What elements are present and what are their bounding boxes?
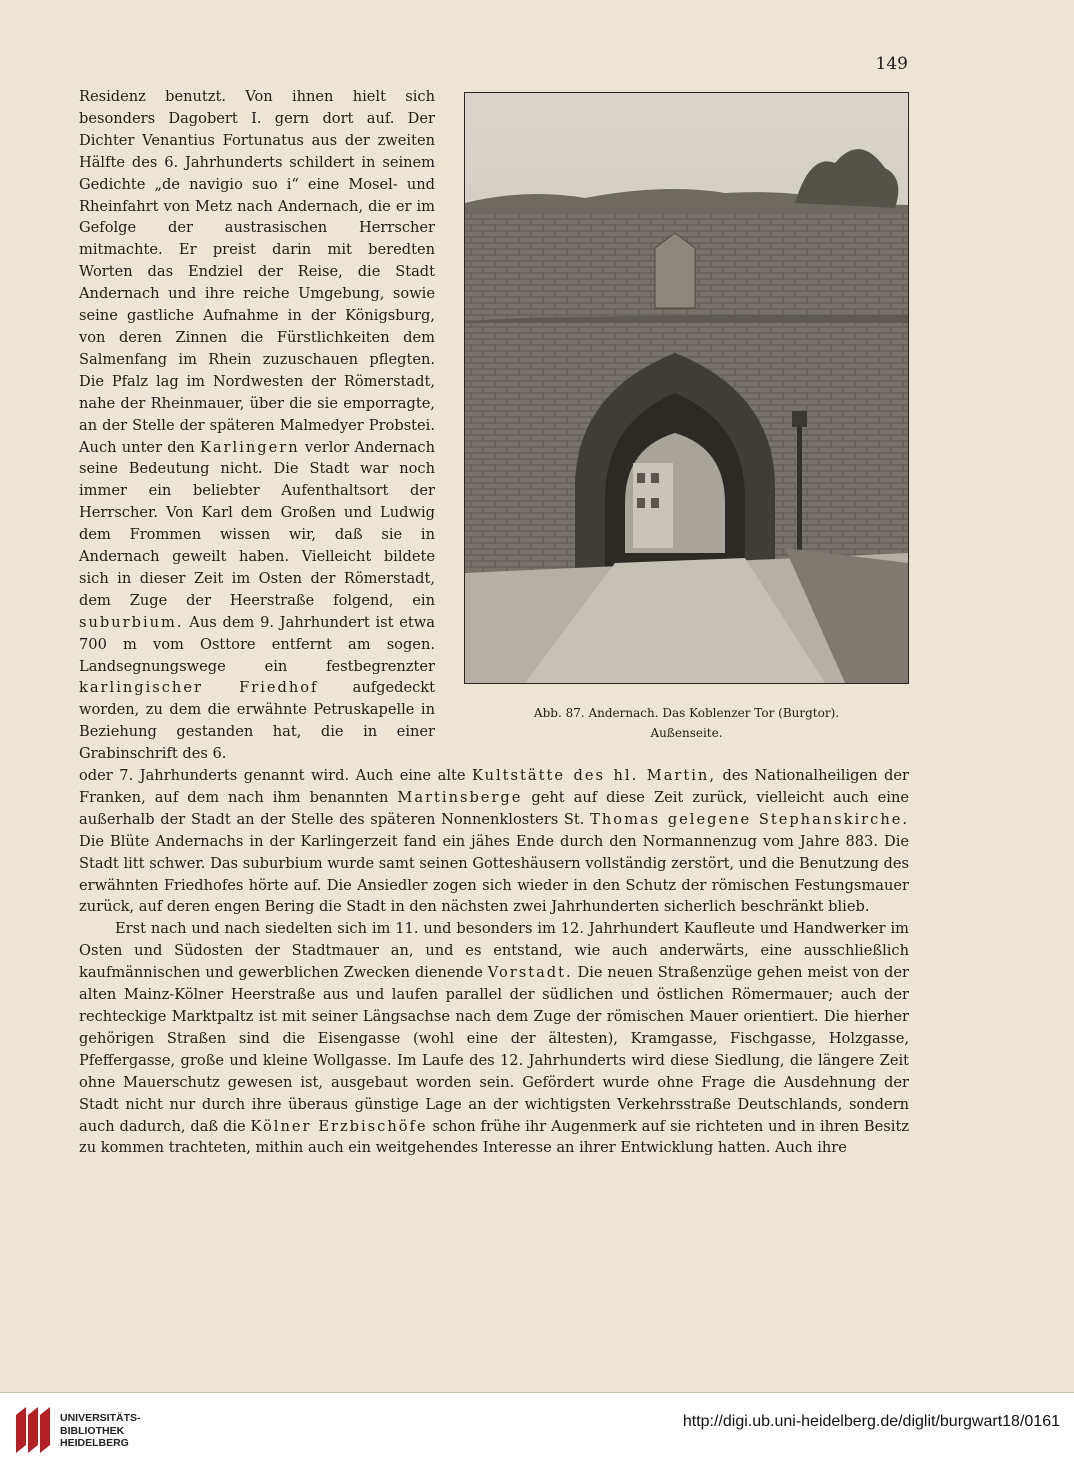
caption-line-title: Abb. 87. Andernach. Das Koblenzer Tor (Burgtor). [533, 706, 840, 720]
emphasis-kultstaette: Kultstätte des hl. Martin, [472, 767, 716, 784]
emphasis-friedhof: karlingischer Friedhof [79, 679, 319, 697]
text-run: Aus dem 9. Jahrhundert ist etwa 700 m vom Osttore entfernt am sogen. Landsegnungswege ein festbegrenzter [79, 613, 435, 675]
emphasis-vorstadt: Vorstadt. [487, 964, 573, 982]
full-width-text [79, 765, 909, 1159]
text-run: Erst nach und nach siedelten sich im 11. und besonders im 12. Jahrhundert Kaufleute und Handwerker im Osten und Südosten der Stadtmauer an, und es entstand, wie auch anderwärts, eine ausschließlich kaufmännischen und gewerblichen Zwecken dienende [79, 920, 909, 982]
gate-photo-illustration [465, 93, 908, 683]
text-run: Residenz benutzt. Von ihnen hielt sich besonders Dagobert I. gern dort auf. Der Dichter Venantius Fortunatus aus der zweiten Hälfte des 6. Jahrhunderts schildert in seinem Gedichte „de navigio suo i“ eine Mosel- und Rheinfahrt von Metz nach Andernach, die er im Gefolge der austrasischen Herrscher mitmachte. Er preist darin mit beredten Worten das Endziel der Reise, die Stadt Andernach und ihre reiche Umgebung, sowie seine gastliche Aufnahme in der Königsburg, von deren Zinnen die Fürstlichkeiten dem Salmenfang im Rhein zuzuschauen pflegten. Die Pfalz lag im Nordwesten der Römerstadt, nahe der Rheinmauer, über die sie emporragte, an der Stelle der späteren Malmedyer Probstei. Auch unter den [79, 88, 435, 456]
library-name-line: UNIVERSITÄTS- [60, 1412, 141, 1424]
emphasis-stephanskirche: Thomas gelegene Stephanskirche. [590, 810, 909, 828]
figure-caption [464, 703, 909, 743]
source-url-link[interactable]: http://digi.ub.uni-heidelberg.de/diglit/burgwart18/0161 [682, 1413, 1060, 1430]
footer-bar [0, 1393, 1074, 1472]
text-run: oder 7. Jahrhunderts genannt wird. Auch eine alte [79, 767, 466, 784]
page-number: 149 [875, 54, 908, 74]
emphasis-erzbischoefe: Kölner Erzbischöfe [250, 1117, 428, 1135]
text-run: Die neuen Straßenzüge gehen meist von der alten Mainz-Kölner Heerstraße aus und laufen parallel der südlichen und östlichen Römermauer; auch der rechteckige Marktpaltz ist mit seiner Längsachse nach dem Zuge der römischen Mauer orientiert. Die hierher gehörigen Straßen sind die Eisengasse (wohl eine der ältesten), Kramgasse, Fischgasse, Holzgasse, Pfeffergasse, große und kleine Wollgasse. Im Laufe des 12. Jahrhunderts wird diese Siedlung, die längere Zeit ohne Mauerschutz gewesen ist, ausgebaut worden sein. Gefördert wurde ohne Frage die Ausdehnung der Stadt nicht nur durch ihre überaus günstige Lage an der wichtigsten Verkehrsstraße Deutschlands, sondern auch dadurch, daß die [79, 964, 909, 1135]
emphasis-martinsberge: Martinsberge [397, 788, 523, 806]
paragraph-1 [79, 765, 909, 918]
figure-photo-koblenzer-tor [464, 92, 909, 684]
text-run: schon frühe ihr Augenmerk auf sie richteten und in ihren Besitz zu kommen trachteten, mithin auch ein weitgehendes Interesse an ihrer Entwicklung hatten. Auch ihre [79, 1117, 910, 1157]
text-run: geht auf diese Zeit zurück, vielleicht auch eine außerhalb der Stadt an der Stelle des späteren Nonnenklosters St. [79, 788, 910, 828]
library-name [60, 1412, 141, 1450]
paragraph-2 [79, 918, 909, 1159]
text-run: verlor Andernach seine Bedeutung nicht. Die Stadt war noch immer ein beliebter Aufenthaltsort der Herrscher. Von Karl dem Großen und Ludwig dem Frommen wissen wir, daß sie in Andernach geweilt haben. Vielleicht bildete sich in dieser Zeit im Osten der Römerstadt, dem Zuge der Heerstraße folgend, ein [79, 438, 436, 609]
library-name-line: BIBLIOTHEK [60, 1424, 125, 1437]
text-run: Die Blüte Andernachs in der Karlingerzeit fand ein jähes Ende durch den Normannenzug vom Jahre 883. Die Stadt litt schwer. Das suburbium wurde samt seinen Gotteshäusern vollständig zerstört, und die Benutzung des erwähnten Friedhofes hörte auf. Die Ansiedler zogen sich wieder in den Schutz der römischen Festungsmauer zurück, auf deren engen Bering die Stadt in den nächsten zwei Jahrhunderten sicherlich beschränkt blieb. [79, 832, 909, 916]
university-library-logo-icon [14, 1405, 54, 1455]
caption-line-subtitle: Außenseite. [650, 726, 723, 740]
library-name-line: HEIDELBERG [60, 1437, 129, 1449]
column-paragraph [79, 86, 435, 765]
text-run: aufgedeckt worden, zu dem die erwähnte Petruskapelle in Beziehung gestanden hat, die in einer Grabinschrift des 6. [79, 679, 435, 763]
emphasis-suburbium: suburbium. [79, 613, 184, 631]
emphasis-karlingern: Karlingern [199, 438, 300, 456]
column-text [79, 86, 435, 765]
text-run: des Nationalheiligen der Franken, auf dem nach ihm benannten [79, 767, 909, 806]
